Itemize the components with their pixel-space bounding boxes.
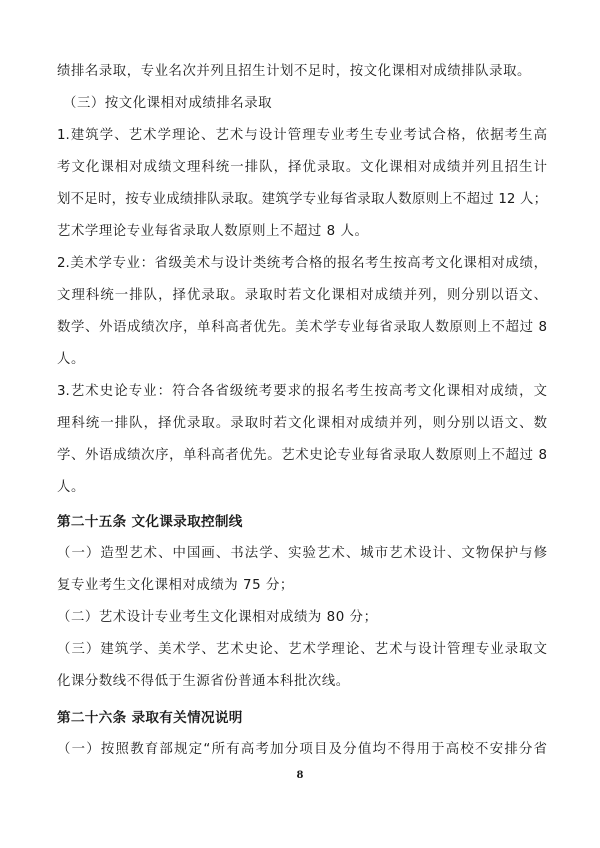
text-line: 考文化课相对成绩文理科统一排队，择优录取。文化课相对成绩并列且招生计: [57, 160, 547, 175]
text-line: （三）建筑学、美术学、艺术史论、艺术学理论、艺术与设计管理专业录取文: [57, 642, 547, 657]
text-line: 复专业考生文化课相对成绩为 75 分；: [57, 578, 294, 593]
text-line: 艺术学理论专业每省录取人数原则上不超过 8 人。: [57, 224, 369, 239]
text-line: 人。: [57, 480, 85, 495]
text-line: 人。: [57, 352, 85, 367]
article-25-heading: 第二十五条 文化课录取控制线: [57, 514, 243, 530]
text-line: （一）按照教育部规定“所有高考加分项目及分值均不得用于高校不安排分省: [57, 742, 547, 757]
subsection-heading: （三）按文化课相对成绩排名录取: [63, 96, 273, 111]
text-line: 1.建筑学、艺术学理论、艺术与设计管理专业考生专业考试合格，依据考生高: [57, 128, 547, 143]
text-line: （一）造型艺术、中国画、书法学、实验艺术、城市艺术设计、文物保护与修: [57, 546, 547, 561]
text-line: 文理科统一排队，择优录取。录取时若文化课相对成绩并列，则分别以语文、: [57, 288, 547, 303]
article-26-heading: 第二十六条 录取有关情况说明: [57, 710, 243, 726]
text-line: 2.美术学专业：省级美术与设计类统考合格的报名考生按高考文化课相对成绩，: [57, 256, 547, 271]
text-line: 学、外语成绩次序，单科高者优先。艺术史论专业每省录取人数原则上不超过 8: [57, 448, 547, 463]
text-line: 3.艺术史论专业：符合各省级统考要求的报名考生按高考文化课相对成绩，文: [57, 384, 547, 399]
text-line: （二）艺术设计专业考生文化课相对成绩为 80 分；: [57, 610, 378, 625]
text-line: 数学、外语成绩次序，单科高者优先。美术学专业每省录取人数原则上不超过 8: [57, 320, 547, 335]
page-number: 8: [296, 770, 304, 781]
text-line: 绩排名录取，专业名次并列且招生计划不足时，按文化课相对成绩排队录取。: [57, 64, 531, 79]
text-line: 化课分数线不得低于生源省份普通本科批次线。: [57, 674, 350, 689]
text-line: 划不足时，按专业成绩排队录取。建筑学专业每省录取人数原则上不超过 12 人；: [57, 192, 547, 207]
text-line: 理科统一排队，择优录取。录取时若文化课相对成绩并列，则分别以语文、数: [57, 416, 547, 431]
